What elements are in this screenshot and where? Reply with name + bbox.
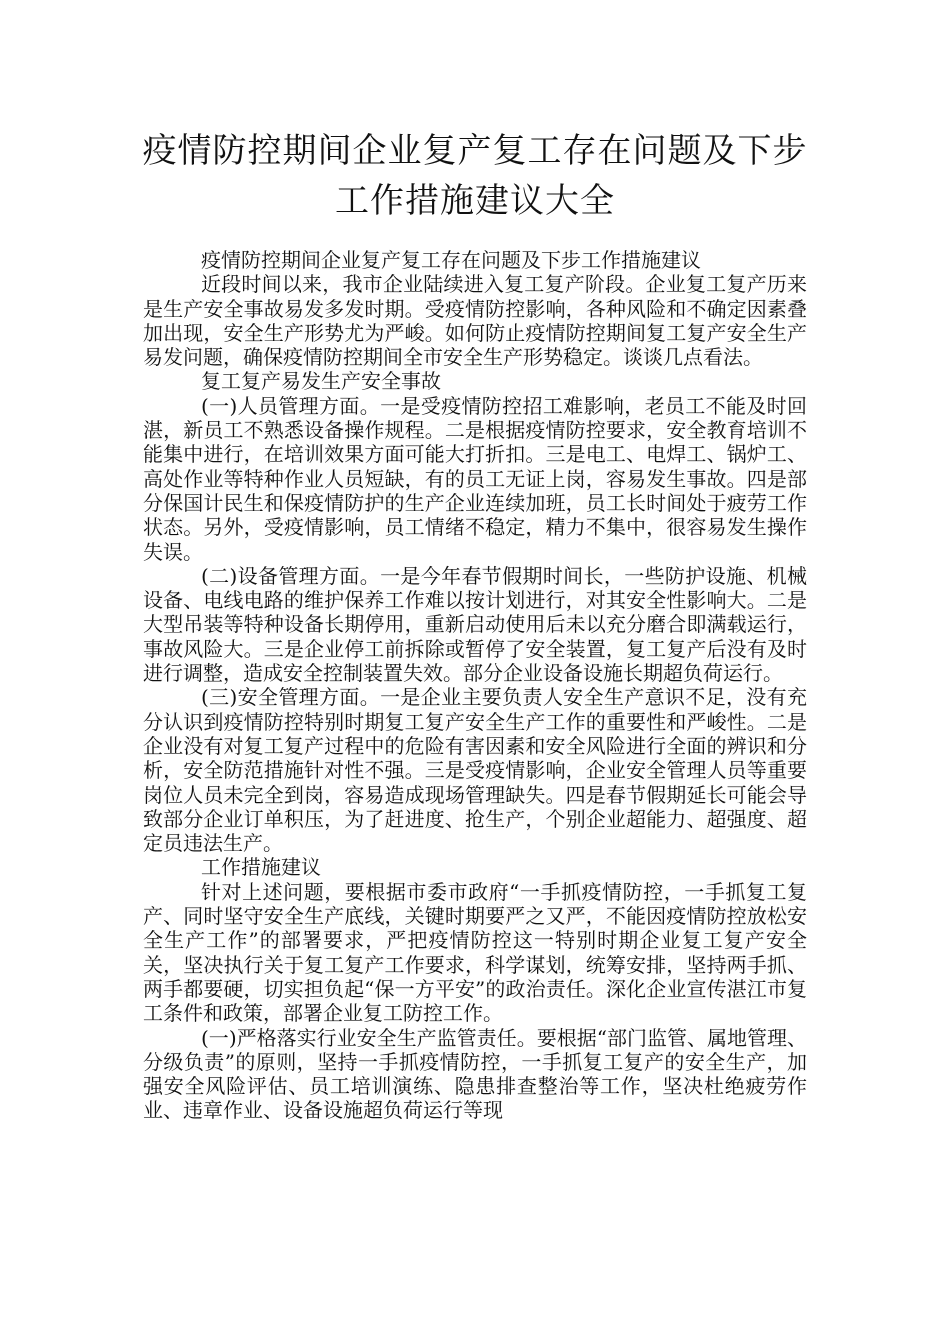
measure-one-paragraph: (一)严格落实行业安全生产监管责任。要根据“部门监管、属地管理、分级负责”的原则，坚持一手抓疫情防控，一手抓复工复产的安全生产，加强安全风险评估、员工培训演练、隐患排查整治等工作，坚决杜绝疲劳作业、违章作业、设备设施超负荷运行等现 bbox=[143, 1025, 807, 1123]
equipment-paragraph: (二)设备管理方面。一是今年春节假期时间长，一些防护设施、机械设备、电线电路的维护保养工作难以按计划进行，对其安全性影响大。二是大型吊装等特种设备长期停用，重新启动使用后未以充分磨合即满载运行，事故风险大。三是企业停工前拆除或暂停了安全装置，复工复产后没有及时进行调整，造成安全控制装置失效。部分企业设备设施长期超负荷运行。 bbox=[143, 563, 807, 686]
subtitle-paragraph: 疫情防控期间企业复产复工存在问题及下步工作措施建议 bbox=[201, 248, 701, 272]
document-body bbox=[143, 248, 807, 1123]
intro-paragraph: 近段时间以来，我市企业陆续进入复工复产阶段。企业复工复产历来是生产安全事故易发多发时期。受疫情防控影响，各种风险和不确定因素叠加出现，安全生产形势尤为严峻。如何防止疫情防控期间复工复产安全生产易发问题，确保疫情防控期间全市安全生产形势稳定。谈谈几点看法。 bbox=[143, 272, 807, 370]
document-title: 疫情防控期间企业复产复工存在问题及下步工作措施建议大全 bbox=[142, 131, 808, 221]
section-heading-measures: 工作措施建议 bbox=[201, 855, 321, 880]
measures-intro-paragraph: 针对上述问题，要根据市委市政府“一手抓疫情防控，一手抓复工复产、同时坚守安全生产底线，关键时期要严之又严，不能因疫情防控放松安全生产工作”的部署要求，严把疫情防控这一特别时期企业复工复产安全关，坚决执行关于复工复产工作要求，科学谋划，统筹安排，坚持两手抓、两手都要硬，切实担负起“保一方平安”的政治责任。深化企业宣传湛江市复工条件和政策，部署企业复工防控工作。 bbox=[143, 879, 807, 1026]
safety-management-paragraph: (三)安全管理方面。一是企业主要负责人安全生产意识不足，没有充分认识到疫情防控特别时期复工复产安全生产工作的重要性和严峻性。二是企业没有对复工复产过程中的危险有害因素和安全风险进行全面的辨识和分析，安全防范措施针对性不强。三是受疫情影响，企业安全管理人员等重要岗位人员未完全到岗，容易造成现场管理缺失。四是春节假期延长可能会导致部分企业订单积压，为了赶进度、抢生产，个别企业超能力、超强度、超定员违法生产。 bbox=[143, 685, 807, 856]
section-heading-accidents: 复工复产易发生产安全事故 bbox=[201, 369, 441, 394]
personnel-paragraph: (一)人员管理方面。一是受疫情防控招工难影响，老员工不能及时回湛，新员工不熟悉设备操作规程。二是根据疫情防控要求，安全教育培训不能集中进行，在培训效果方面可能大打折扣。三是电工、电焊工、锅炉工、高处作业等特种作业人员短缺，有的员工无证上岗，容易发生事故。四是部分保国计民生和保疫情防护的生产企业连续加班，员工长时间处于疲劳工作状态。另外，受疫情影响，员工情绪不稳定，精力不集中，很容易发生操作失误。 bbox=[143, 393, 807, 564]
